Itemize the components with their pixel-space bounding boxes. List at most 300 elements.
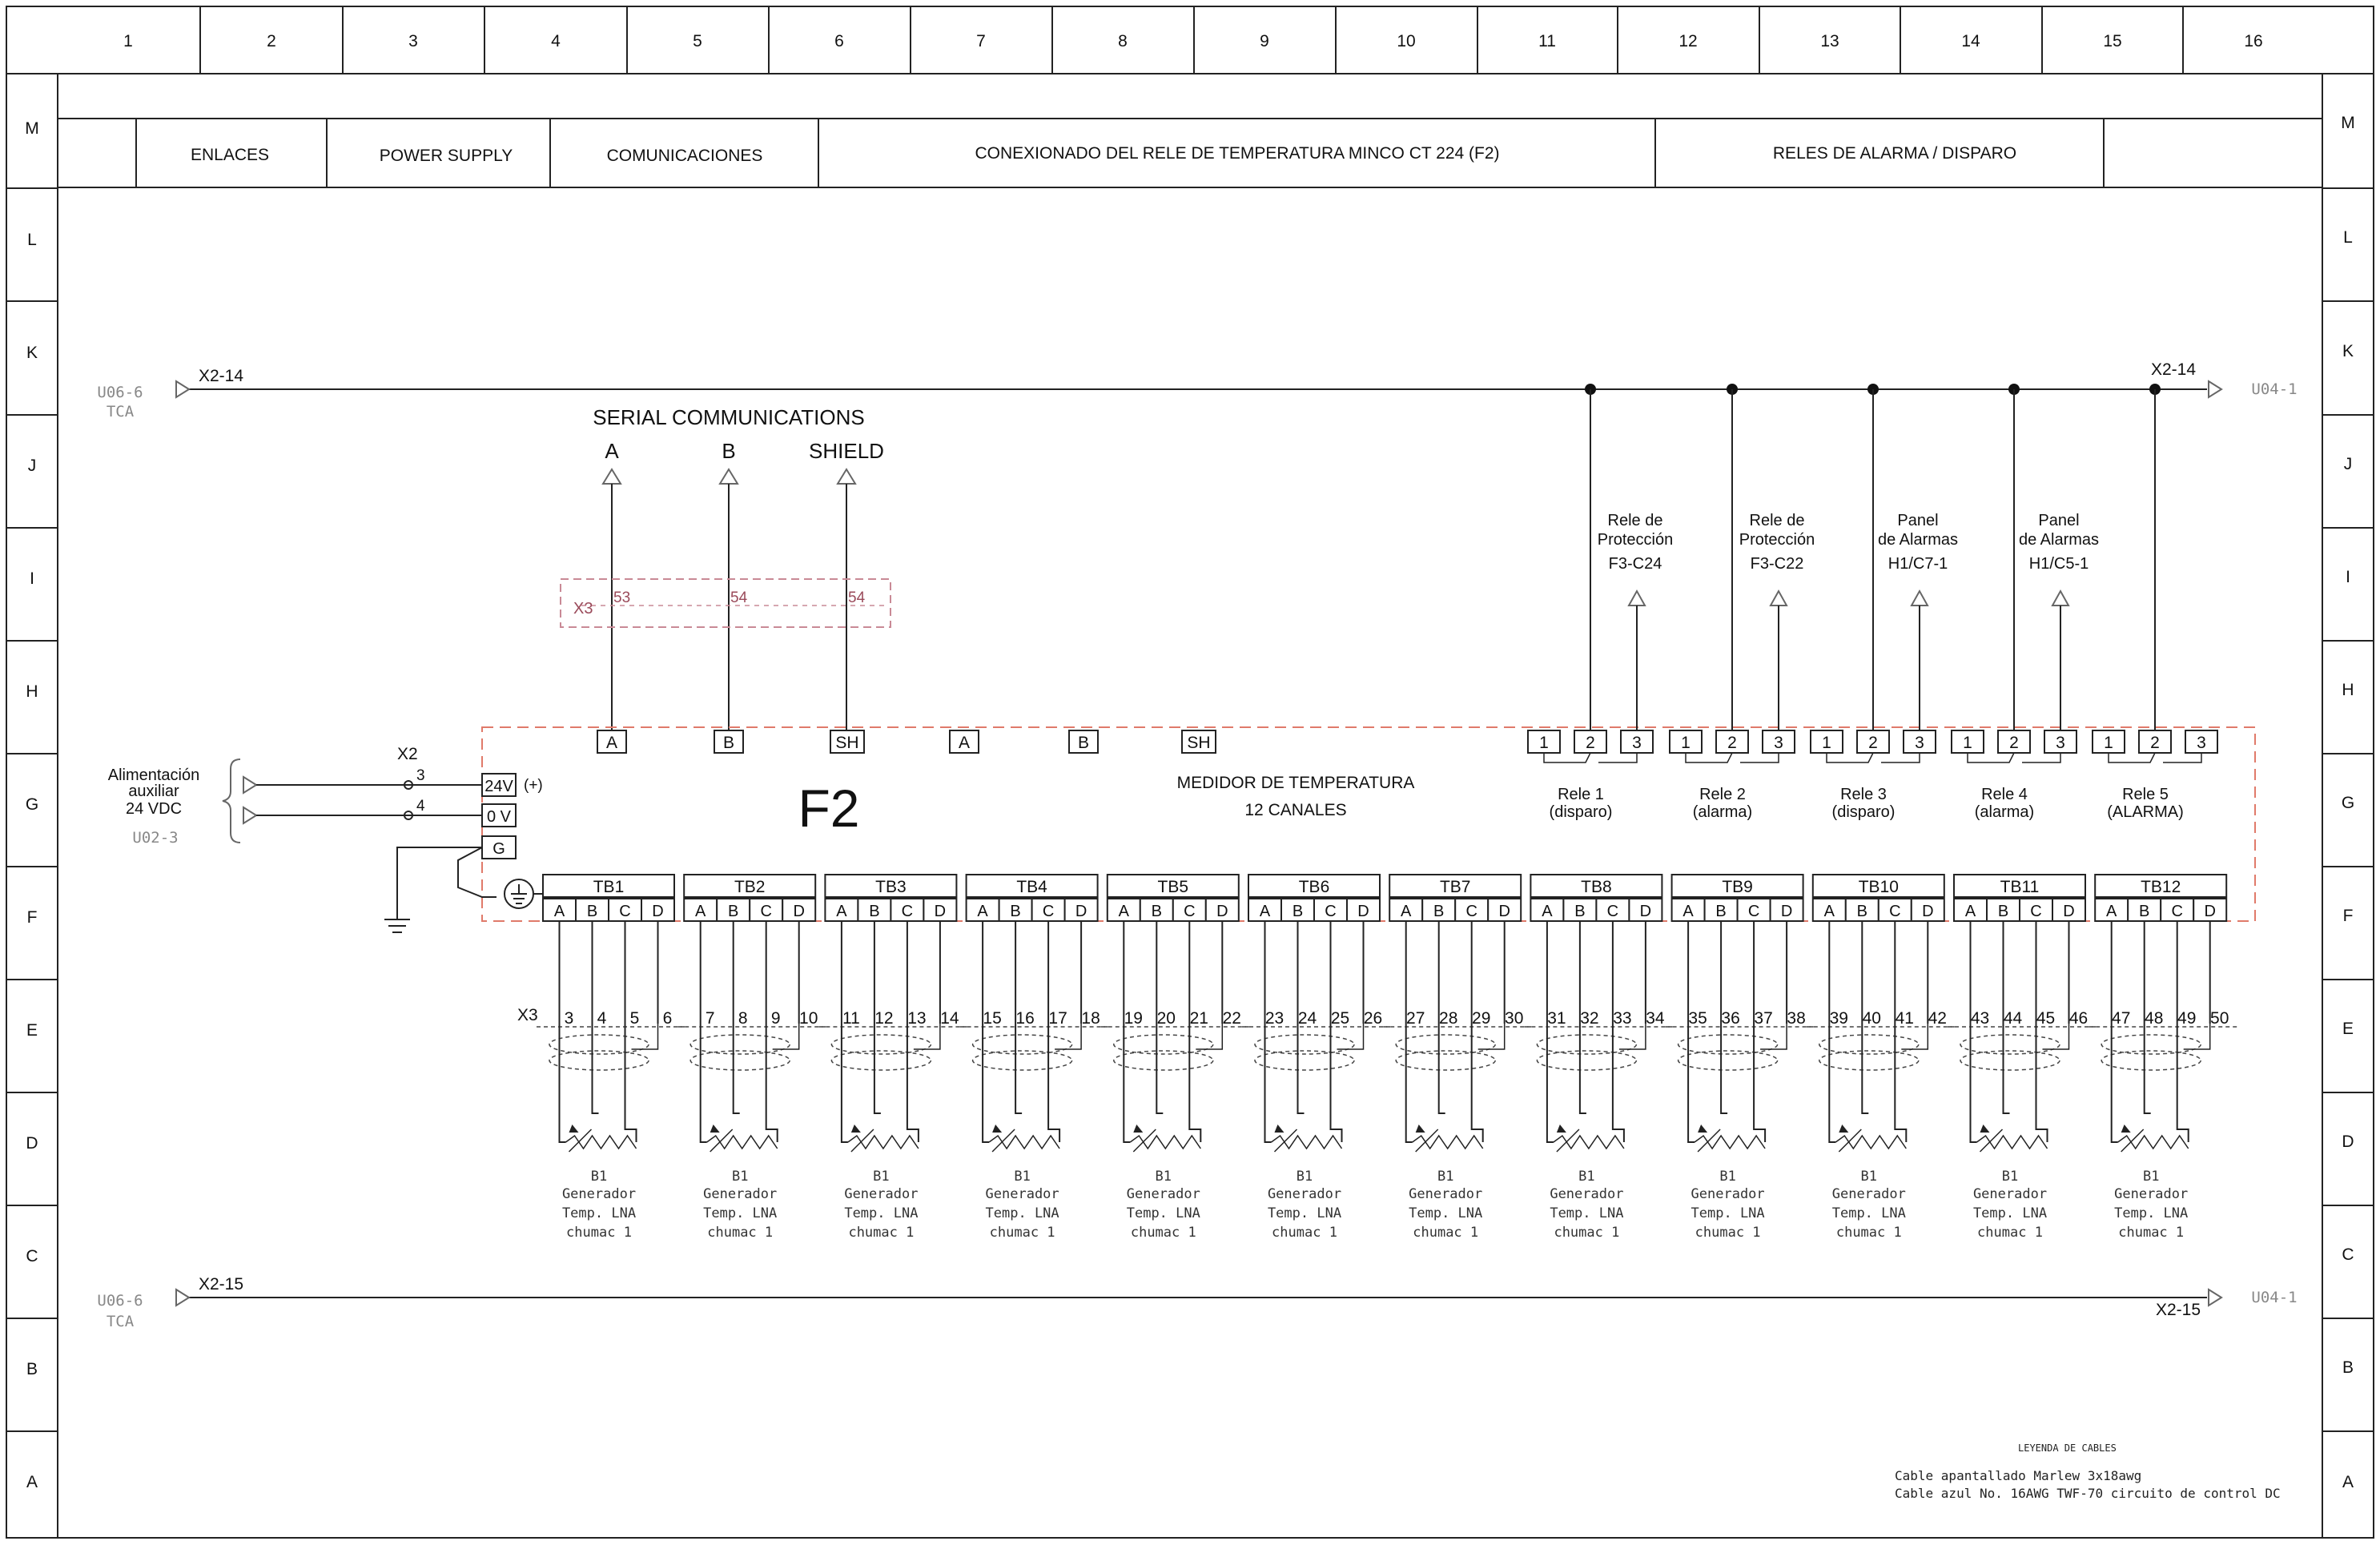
channel-pin-label: C [1184,903,1196,920]
terminal-number: 25 [1330,1009,1350,1028]
title-comunicaciones: COMUNICACIONES [606,147,763,165]
channel-block-label: TB8 [1581,878,1612,896]
terminal-number: 14 [940,1009,959,1028]
col-label-10: 10 [1397,32,1416,50]
bus-top-label-right: X2-14 [2151,360,2197,379]
col-label-3: 3 [408,32,418,50]
sensor-line-3: chumac 1 [1554,1225,1620,1241]
row-label-E-right: E [2342,1020,2354,1038]
sensor-line-1: Generador [1691,1186,1765,1202]
term-serial-sh: SH [835,734,859,752]
sensor-line-3: chumac 1 [1835,1225,1902,1241]
title-block [58,119,2322,187]
sensor-line-2: Temp. LNA [1831,1205,1906,1221]
col-label-5: 5 [693,32,702,50]
terminal-number: 20 [1156,1009,1176,1028]
terminal-number: 45 [2036,1009,2056,1028]
relay-4-dest-3: H1/C5-1 [2028,555,2089,573]
terminal-number: 36 [1721,1009,1740,1028]
title-reles: RELES DE ALARMA / DISPARO [1772,144,2017,163]
terminal-number: 27 [1406,1009,1425,1028]
relay-4-terminal-2: 2 [2009,734,2019,752]
row-label-M: M [25,119,39,138]
relay-2-dest-2: Protección [1739,531,1815,549]
terminal-number: 7 [705,1009,715,1028]
col-label-9: 9 [1260,32,1269,50]
rtd-resistor-icon [1977,1136,2048,1149]
sensor-tag: B1 [1578,1169,1595,1185]
channel-tb5 [1101,875,1250,1241]
channel-block-label: TB6 [1298,878,1330,896]
sensor-line-3: chumac 1 [1413,1225,1479,1241]
serial-signal-b: B [722,439,736,463]
row-label-K: K [26,344,38,362]
sensor-line-3: chumac 1 [848,1225,915,1241]
rtd-resistor-icon [1695,1136,1765,1149]
relay-4-dest-1: Panel [2038,512,2080,529]
sensor-line-2: Temp. LNA [703,1205,778,1221]
terminal-number: 28 [1439,1009,1458,1028]
channel-pin-label: B [728,903,739,920]
terminal-number: 4 [597,1009,607,1028]
channel-pin-label: C [760,903,772,920]
device-desc-2: 12 CANALES [1244,801,1347,819]
bus-bottom-label-right: X2-15 [2156,1301,2201,1319]
channel-tb4 [960,875,1109,1241]
power-pin-3: 3 [416,767,425,784]
rtd-resistor-icon [1554,1136,1624,1149]
terminal-number: 40 [1862,1009,1881,1028]
sensor-tag: B1 [590,1169,608,1185]
serial-connector-x3: X3 [573,600,593,618]
channel-tb9 [1666,875,1815,1241]
terminal-number: 8 [738,1009,748,1028]
rtd-resistor-icon [848,1136,919,1149]
term-serial-a: A [605,734,618,752]
sensor-tag: B1 [1155,1169,1172,1185]
device-desc-1: MEDIDOR DE TEMPERATURA [1176,774,1415,792]
relay-outputs [1528,389,2217,821]
channel-pin-label: D [793,903,805,920]
relay-1-terminal-3: 3 [1632,734,1642,752]
term-serial-a-2: A [958,734,971,752]
sensor-line-2: Temp. LNA [985,1205,1059,1221]
row-label-G: G [25,795,39,814]
channel-pin-label: A [1682,903,1694,920]
channel-tb11 [1948,875,2097,1241]
channel-block-label: TB4 [1016,878,1047,896]
terminal-number: 47 [2112,1009,2131,1028]
serial-signal-shield: SHIELD [809,439,884,463]
rtd-resistor-icon [1130,1136,1200,1149]
terminal-number: 6 [662,1009,673,1028]
channel-pin-label: A [1964,903,1976,920]
term-24v-sign: (+) [524,777,543,794]
row-label-C-right: C [2342,1245,2354,1264]
channel-block-label: TB5 [1157,878,1189,896]
sensor-line-1: Generador [1267,1186,1342,1202]
sensor-line-1: Generador [1126,1186,1200,1202]
sensor-line-1: Generador [1550,1186,1624,1202]
relay-3-dest-2: de Alarmas [1877,531,1959,549]
channel-pin-label: C [1465,903,1477,920]
legend-title: LEYENDA DE CABLES [2018,1442,2117,1454]
channel-pin-label: D [1357,903,1369,920]
relay-1-dest-2: Protección [1597,531,1674,549]
channel-pin-label: D [2204,903,2216,920]
row-label-F-right: F [2342,907,2354,925]
channel-pin-label: B [1856,903,1867,920]
terminal-number: 15 [983,1009,1002,1028]
channel-pin-label: A [1542,903,1553,920]
sensor-tag: B1 [1860,1169,1878,1185]
sensor-line-2: Temp. LNA [1550,1205,1624,1221]
terminal-number: 50 [2210,1009,2229,1028]
sensor-line-3: chumac 1 [1695,1225,1761,1241]
term-serial-b: B [722,734,735,752]
power-line-3: 24 VDC [125,800,183,818]
channel-pin-label: B [2139,903,2150,920]
serial-signal-a: A [605,439,619,463]
bus-bottom-ref-right: U04-1 [2251,1289,2298,1306]
sensor-tag: B1 [731,1169,749,1185]
bus-x2-15 [97,1275,2297,1330]
term-serial-sh-2: SH [1187,734,1211,752]
rtd-resistor-icon [566,1136,637,1149]
sensor-line-1: Generador [844,1186,919,1202]
temperature-channels [537,875,2237,1241]
device-name: F2 [798,779,860,838]
sensor-line-2: Temp. LNA [2114,1205,2189,1221]
terminal-number: 39 [1829,1009,1848,1028]
row-label-H: H [26,682,38,701]
relay-1 [1528,389,1673,821]
relay-3-mode: (disparo) [1831,803,1896,821]
channel-tb12 [2089,875,2237,1241]
terminal-number: 23 [1264,1009,1284,1028]
channel-block-label: TB11 [2000,878,2040,896]
channel-pin-label: C [2171,903,2183,920]
channel-pin-label: B [586,903,598,920]
channels-connector-x3: X3 [517,1006,538,1024]
row-label-L-right: L [2343,228,2353,247]
sensor-line-1: Generador [1972,1186,2048,1202]
power-connector-x2: X2 [397,745,418,763]
relay-4-mode: (alarma) [1974,803,2035,821]
row-label-L: L [27,231,37,249]
terminal-number: 17 [1048,1009,1067,1028]
channel-pin-label: D [652,903,664,920]
power-ref: U02-3 [132,829,179,847]
channel-tb3 [818,875,967,1241]
terminal-number: 3 [564,1009,574,1028]
terminal-number: 34 [1646,1009,1665,1028]
row-label-A: A [26,1473,38,1491]
col-label-13: 13 [1820,32,1839,50]
bus-bottom-ref-left-2: TCA [106,1313,135,1330]
channel-block-label: TB1 [593,878,625,896]
channel-pin-label: A [553,903,565,920]
channel-pin-label: D [1075,903,1087,920]
channel-pin-label: C [901,903,914,920]
channel-pin-label: A [977,903,988,920]
row-label-I-right: I [2346,568,2350,586]
terminal-number: 22 [1222,1009,1241,1028]
channel-pin-label: C [1747,903,1760,920]
relay-2-mode: (alarma) [1692,803,1753,821]
relay-5-terminal-2: 2 [2150,734,2160,752]
terminal-number: 11 [842,1009,860,1028]
rtd-resistor-icon [1413,1136,1483,1149]
power-line-2: auxiliar [128,783,179,800]
relay-4-terminal-3: 3 [2056,734,2065,752]
terminal-number: 26 [1363,1009,1383,1028]
channel-block-label: TB3 [875,878,907,896]
channel-block-label: TB2 [734,878,766,896]
chassis-ground-icon [505,879,533,908]
channel-pin-label: A [836,903,847,920]
channel-pin-label: A [1259,903,1271,920]
terminal-number: 29 [1472,1009,1491,1028]
terminal-number: 18 [1081,1009,1100,1028]
relay-1-name: Rele 1 [1558,786,1604,803]
channel-block-label: TB7 [1439,878,1471,896]
col-label-7: 7 [976,32,986,50]
channel-block-label: TB10 [1858,878,1899,896]
relay-1-mode: (disparo) [1549,803,1613,821]
sensor-line-1: Generador [1409,1186,1483,1202]
row-label-G-right: G [2341,794,2355,812]
power-line-1: Alimentación [107,766,200,784]
term-g: G [492,840,505,858]
terminal-number: 42 [1928,1009,1947,1028]
sensor-line-2: Temp. LNA [1409,1205,1483,1221]
row-label-E: E [26,1021,38,1040]
serial-title: SERIAL COMMUNICATIONS [593,405,865,429]
cable-legend [1895,1442,2281,1501]
title-enlaces: ENLACES [190,146,270,164]
terminal-number: 32 [1580,1009,1599,1028]
relay-4-terminal-1: 1 [1963,734,1972,752]
col-label-6: 6 [834,32,844,50]
terminal-number: 31 [1547,1009,1566,1028]
relay-2-terminal-2: 2 [1727,734,1737,752]
sensor-line-3: chumac 1 [989,1225,1055,1241]
serial-communications [561,405,890,732]
channel-pin-label: B [1997,903,2009,920]
row-label-J: J [27,457,37,475]
term-0v: 0 V [486,808,512,826]
channel-pin-label: D [934,903,947,920]
sensor-line-3: chumac 1 [1130,1225,1196,1241]
sensor-line-2: Temp. LNA [1267,1205,1342,1221]
relay-1-terminal-1: 1 [1539,734,1549,752]
power-supply [108,745,546,932]
col-label-2: 2 [267,32,276,50]
channel-pin-label: B [1433,903,1445,920]
channel-tb2 [677,875,826,1241]
channel-pin-label: B [1292,903,1304,920]
terminal-number: 9 [770,1009,781,1028]
terminal-number: 49 [2177,1009,2197,1028]
channel-tb7 [1383,875,1532,1241]
channel-pin-label: C [1889,903,1901,920]
term-24v: 24V [484,778,513,795]
relay-3-terminal-1: 1 [1822,734,1831,752]
channel-pin-label: D [1780,903,1793,920]
sensor-line-2: Temp. LNA [1972,1205,2048,1221]
terminal-number: 13 [907,1009,927,1028]
sensor-line-2: Temp. LNA [844,1205,919,1221]
channel-pin-label: B [869,903,880,920]
rtd-resistor-icon [707,1136,778,1149]
col-label-8: 8 [1118,32,1128,50]
title-main: CONEXIONADO DEL RELE DE TEMPERATURA MINCO CT 224 (F2) [975,144,1500,163]
bus-top-ref-left-2: TCA [106,403,135,420]
bus-bottom-label-left: X2-15 [199,1275,244,1294]
row-label-F: F [26,908,38,927]
col-label-16: 16 [2244,32,2263,50]
col-label-14: 14 [1961,32,1980,50]
col-label-1: 1 [123,32,133,50]
channel-pin-label: B [1715,903,1727,920]
sensor-line-1: Generador [703,1186,778,1202]
sensor-line-3: chumac 1 [566,1225,632,1241]
column-dividers [200,6,2183,74]
channel-tb6 [1242,875,1391,1241]
relay-3-dest-3: H1/C7-1 [1888,555,1948,573]
row-label-H-right: H [2342,681,2354,699]
relay-4-name: Rele 4 [1981,786,2028,803]
channel-pin-label: A [1823,903,1835,920]
channel-tb10 [1807,875,1956,1241]
relay-3 [1811,389,1958,821]
term-serial-b-2: B [1077,734,1090,752]
relay-5-terminal-3: 3 [2197,734,2206,752]
sensor-tag: B1 [1296,1169,1313,1185]
bus-top-ref-right: U04-1 [2251,380,2298,398]
channel-tb8 [1524,875,1673,1241]
terminal-number: 43 [1970,1009,1990,1028]
sensor-tag: B1 [2142,1169,2160,1185]
sensor-tag: B1 [2001,1169,2019,1185]
channel-pin-label: A [695,903,706,920]
channel-pin-label: A [1401,903,1412,920]
row-label-A-right: A [2342,1473,2354,1491]
relay-3-terminal-2: 2 [1868,734,1878,752]
relay-5 [2093,389,2217,821]
channel-pin-label: D [1922,903,1934,920]
rtd-resistor-icon [1272,1136,1342,1149]
sensor-line-2: Temp. LNA [561,1205,637,1221]
col-label-15: 15 [2103,32,2122,50]
terminal-number: 24 [1297,1009,1317,1028]
sensor-line-2: Temp. LNA [1691,1205,1765,1221]
relay-2-terminal-1: 1 [1681,734,1691,752]
rtd-resistor-icon [2118,1136,2189,1149]
relay-5-terminal-1: 1 [2104,734,2113,752]
terminal-number: 16 [1015,1009,1035,1028]
sensor-line-1: Generador [985,1186,1059,1202]
title-power-supply: POWER SUPPLY [379,147,513,165]
row-label-M-right: M [2341,114,2355,132]
sensor-tag: B1 [1014,1169,1031,1185]
serial-pin-53: 53 [613,589,631,606]
row-label-D-right: D [2342,1133,2354,1151]
bus-bottom-ref-left-1: U06-6 [97,1292,143,1310]
relay-2-dest-3: F3-C22 [1750,555,1804,573]
sensor-line-3: chumac 1 [2118,1225,2185,1241]
row-label-I: I [30,569,34,588]
relay-1-dest-3: F3-C24 [1608,555,1662,573]
terminal-number: 21 [1189,1009,1208,1028]
channel-pin-label: C [619,903,631,920]
terminal-number: 5 [629,1009,640,1028]
sensor-line-3: chumac 1 [707,1225,774,1241]
terminal-number: 35 [1688,1009,1707,1028]
channel-pin-label: C [1606,903,1619,920]
legend-line-1: Cable apantallado Marlew 3x18awg [1895,1468,2142,1483]
relay-4-dest-2: de Alarmas [2018,531,2100,549]
sensor-line-3: chumac 1 [1977,1225,2043,1241]
terminal-number: 44 [2003,1009,2023,1028]
channel-pin-label: C [1042,903,1055,920]
channel-block-label: TB12 [2141,878,2181,896]
column-numbers [123,32,2263,50]
relay-2 [1670,389,1815,821]
terminal-number: 12 [874,1009,894,1028]
row-label-C: C [26,1247,38,1265]
bus-x2-14 [97,360,2297,420]
channel-pin-label: A [1118,903,1129,920]
channel-pin-label: D [1216,903,1228,920]
relay-1-terminal-2: 2 [1586,734,1595,752]
relay-4 [1952,389,2099,821]
relay-2-name: Rele 2 [1699,786,1746,803]
power-pin-4: 4 [416,798,425,815]
serial-pin-54a: 54 [730,589,748,606]
sensor-line-1: Generador [2114,1186,2189,1202]
relay-3-name: Rele 3 [1840,786,1887,803]
sensor-line-1: Generador [561,1186,637,1202]
terminal-number: 46 [2068,1009,2089,1028]
channel-pin-label: B [1010,903,1021,920]
channel-pin-label: D [1639,903,1652,920]
channel-tb1 [537,875,685,1241]
terminal-number: 30 [1505,1009,1524,1028]
relay-1-dest-1: Rele de [1607,512,1663,529]
channel-pin-label: D [2063,903,2075,920]
ground-icon [384,919,410,932]
channel-pin-label: B [1574,903,1586,920]
sensor-tag: B1 [1719,1169,1736,1185]
channel-pin-label: D [1498,903,1510,920]
row-label-B-right: B [2342,1358,2354,1377]
row-label-J-right: J [2343,455,2353,473]
sensor-line-1: Generador [1831,1186,1906,1202]
sensor-line-3: chumac 1 [1272,1225,1337,1241]
sensor-tag: B1 [1437,1169,1454,1185]
channel-pin-label: B [1151,903,1162,920]
row-label-B: B [26,1360,38,1378]
bus-top-ref-left-1: U06-6 [97,384,143,401]
col-label-12: 12 [1678,32,1698,50]
channel-block-label: TB9 [1722,878,1753,896]
relay-3-terminal-3: 3 [1915,734,1924,752]
row-label-K-right: K [2342,342,2354,360]
terminal-number: 37 [1754,1009,1773,1028]
terminal-number: 41 [1895,1009,1914,1028]
